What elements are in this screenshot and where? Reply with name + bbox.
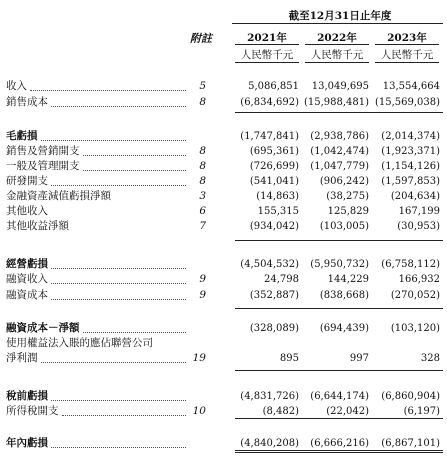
unit-underline-2022 <box>305 62 369 63</box>
row-label: 其他收入 <box>6 205 48 217</box>
row-note: 7 <box>199 220 206 232</box>
row-value-2021: (6,834,692) <box>240 97 299 108</box>
subtotal-rule-cost-of-sales <box>235 112 443 113</box>
row-note: 3 <box>199 190 206 202</box>
row-note: 5 <box>199 80 206 92</box>
row-value-2023: (15,569,038) <box>374 97 440 108</box>
period-title: 截至12月31日止年度 <box>288 10 392 22</box>
row-value-2022: (838,668) <box>319 290 369 301</box>
row-note: 8 <box>199 96 206 108</box>
row-value-2022: 125,829 <box>327 206 369 217</box>
row-label: 銷售成本 <box>6 96 48 108</box>
row-value-2021: (14,863) <box>256 191 299 202</box>
unit-underline-2021 <box>235 62 299 63</box>
leader-dots <box>62 415 187 416</box>
row-value-2022: 13,049,695 <box>311 81 369 92</box>
row-value-2021: (8,482) <box>262 406 299 417</box>
row-value-2023: (30,953) <box>397 221 440 232</box>
row-value-2021: 155,315 <box>257 206 299 217</box>
row-value-2023: (2,014,374) <box>381 131 440 142</box>
year-underline-2023 <box>375 44 439 45</box>
unit-label-2022: 人民幣千元 <box>310 49 364 61</box>
row-label: 銷售及營銷開支 <box>6 145 80 157</box>
row-value-2021: (541,041) <box>249 176 299 187</box>
row-note: 10 <box>192 405 206 417</box>
row-value-2023: (1,923,371) <box>381 146 440 157</box>
year-header-2022: 2022年 <box>317 32 357 44</box>
row-value-2023: (6,758,112) <box>381 259 440 270</box>
leader-dots <box>30 90 186 91</box>
row-value-2022: 997 <box>349 353 369 364</box>
total-rule-bottom <box>235 452 443 453</box>
row-value-2022: (1,047,779) <box>310 161 369 172</box>
leader-dots <box>41 140 187 141</box>
year-header-2021: 2021年 <box>247 32 287 44</box>
row-value-2022: (906,242) <box>319 176 369 187</box>
row-value-2021: (352,887) <box>249 290 299 301</box>
row-label: 一般及管理開支 <box>6 160 80 172</box>
subtotal-rule-other-gains <box>235 240 443 241</box>
leader-dots <box>83 170 187 171</box>
row-value-2021: 24,798 <box>264 274 299 285</box>
row-value-2022: (1,042,474) <box>310 146 369 157</box>
row-value-2023: (103,120) <box>390 323 440 334</box>
total-rule-top <box>235 450 443 451</box>
leader-dots <box>51 400 186 401</box>
row-value-2023: (6,860,904) <box>381 391 440 402</box>
note-column-header: 附註 <box>190 32 212 45</box>
row-value-2022: (22,042) <box>326 406 369 417</box>
row-value-2023: (270,052) <box>390 290 440 301</box>
leader-dots <box>83 332 187 333</box>
row-value-2023: (6,867,101) <box>381 438 440 449</box>
row-value-2021: (695,361) <box>249 146 299 157</box>
row-label: 淨利潤 <box>6 352 38 364</box>
row-value-2021: (4,840,208) <box>240 438 299 449</box>
leader-dots <box>51 106 186 107</box>
row-value-2021: 5,086,851 <box>248 81 299 92</box>
row-label: 毛虧損 <box>6 130 38 142</box>
row-note: 8 <box>199 175 206 187</box>
row-label: 使用權益法入賬的應佔聯營公司 <box>6 337 153 349</box>
row-note: 9 <box>199 273 206 285</box>
row-value-2022: (5,950,732) <box>310 259 369 270</box>
year-underline-2021 <box>235 44 299 45</box>
row-note: 8 <box>199 160 206 172</box>
row-value-2023: 166,932 <box>398 274 440 285</box>
row-label: 稅前虧損 <box>6 390 48 402</box>
subtotal-rule-associates <box>235 370 443 371</box>
row-label: 經營虧損 <box>6 258 48 270</box>
row-label: 收入 <box>6 80 27 92</box>
row-label: 研發開支 <box>6 175 48 187</box>
row-value-2023: 167,199 <box>398 206 440 217</box>
row-value-2021: 895 <box>279 353 299 364</box>
row-note: 9 <box>199 289 206 301</box>
year-underline-2022 <box>305 44 369 45</box>
row-value-2023: (204,634) <box>390 191 440 202</box>
row-value-2023: (6,197) <box>403 406 440 417</box>
leader-dots <box>41 362 187 363</box>
row-value-2022: (2,938,786) <box>310 131 369 142</box>
leader-dots <box>51 185 186 186</box>
row-value-2022: 144,229 <box>327 274 369 285</box>
row-value-2021: (4,504,532) <box>240 259 299 270</box>
row-value-2021: (726,699) <box>249 161 299 172</box>
period-title-underline <box>232 23 443 24</box>
unit-label-2023: 人民幣千元 <box>380 49 434 61</box>
row-note: 6 <box>199 205 206 217</box>
row-value-2022: (6,644,174) <box>310 391 369 402</box>
row-note: 19 <box>192 352 206 364</box>
leader-dots <box>83 155 187 156</box>
row-note: 8 <box>199 145 206 157</box>
row-value-2023: 13,554,664 <box>382 81 440 92</box>
row-value-2023: (1,154,126) <box>381 161 440 172</box>
row-label: 其他收益淨額 <box>6 220 69 232</box>
row-label: 年內虧損 <box>6 437 48 449</box>
year-header-2023: 2023年 <box>387 32 427 44</box>
row-value-2022: (103,005) <box>319 221 369 232</box>
row-value-2021: (4,831,726) <box>240 391 299 402</box>
subtotal-rule-income-tax <box>235 418 443 419</box>
leader-dots <box>51 268 186 269</box>
row-label: 融資成本－淨額 <box>6 322 80 334</box>
unit-label-2021: 人民幣千元 <box>240 49 294 61</box>
row-value-2021: (934,042) <box>249 221 299 232</box>
leader-dots <box>51 447 186 448</box>
leader-dots <box>51 299 186 300</box>
row-value-2022: (38,275) <box>326 191 369 202</box>
row-value-2023: 328 <box>420 353 440 364</box>
row-label: 所得稅開支 <box>6 405 59 417</box>
row-value-2022: (6,666,216) <box>310 438 369 449</box>
row-value-2022: (15,988,481) <box>303 97 369 108</box>
row-label: 金融資產減值虧損淨額 <box>6 190 111 202</box>
subtotal-rule-finance-cost <box>235 308 443 309</box>
row-label: 融資收入 <box>6 273 48 285</box>
row-value-2021: (1,747,841) <box>240 131 299 142</box>
row-value-2021: (328,089) <box>249 323 299 334</box>
leader-dots <box>51 283 186 284</box>
unit-underline-2023 <box>375 62 439 63</box>
row-value-2022: (694,439) <box>319 323 369 334</box>
row-label: 融資成本 <box>6 289 48 301</box>
row-value-2023: (1,597,853) <box>381 176 440 187</box>
